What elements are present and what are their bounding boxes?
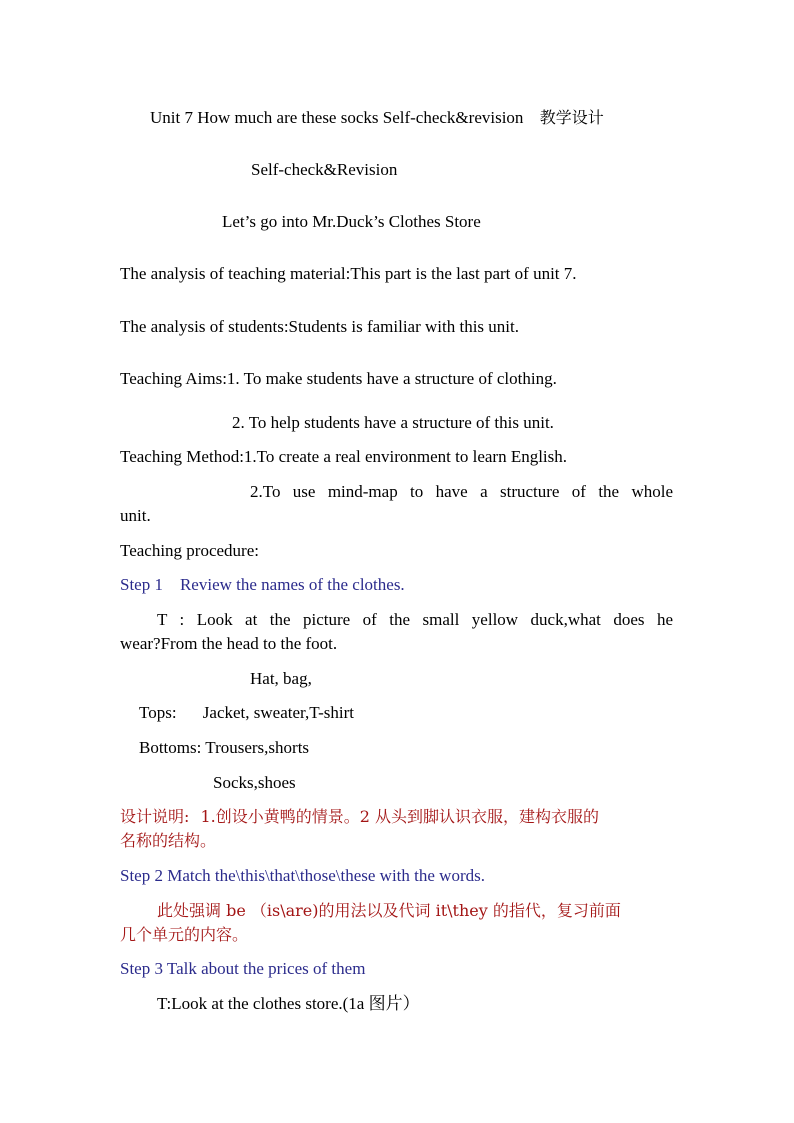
design-note-text: 1.创设小黄鸭的情景。2 从头到脚认识衣服，建构衣服的: [200, 807, 600, 826]
analysis-students: The analysis of students:Students is familiar with this unit.: [120, 317, 519, 336]
design-note-label: 设计说明:: [120, 807, 195, 826]
store-line: Let’s go into Mr.Duck’s Clothes Store: [222, 212, 481, 231]
method-line-2: 2.To use mind-map to have a structure of the whole: [250, 482, 673, 501]
step1-design-note-line-1: [120, 806, 599, 828]
analysis-material: The analysis of teaching material:This part is the last part of unit 7.: [120, 264, 577, 283]
tops-label: Tops:: [139, 703, 177, 722]
step1-teacher-line-2: wear?From the head to the foot.: [120, 634, 338, 653]
step2-note-line-1: 此处强调 be （is\are)的用法以及代词 it\they 的指代，复习前面: [157, 901, 621, 920]
step3-teacher-line: T:Look at the clothes store.(1a 图片）: [157, 994, 420, 1013]
step1-teacher-line-1: T : Look at the picture of the small yellow duck,what does he: [157, 610, 673, 629]
aims-line-1: Teaching Aims:1. To make students have a structure of clothing.: [120, 369, 557, 388]
document-title: [150, 107, 604, 129]
step3-heading: Step 3 Talk about the prices of them: [120, 959, 366, 978]
procedure-label: Teaching procedure:: [120, 541, 259, 560]
clothes-tops: [139, 702, 354, 724]
tops-items: Jacket, sweater,T-shirt: [202, 703, 354, 722]
clothes-hat-bag: Hat, bag,: [250, 669, 312, 688]
clothes-bottoms: Bottoms: Trousers,shorts: [139, 738, 310, 757]
title-chinese: 教学设计: [539, 108, 604, 127]
step2-note-line-2: 几个单元的内容。: [120, 925, 249, 944]
step2-heading: Step 2 Match the\this\that\those\these with the words.: [120, 866, 485, 885]
step1-heading: Step 1 Review the names of the clothes.: [120, 575, 405, 594]
step1-design-note-line-2: 名称的结构。: [120, 831, 217, 850]
method-line-2-cont: unit.: [120, 506, 151, 525]
aims-line-2: 2. To help students have a structure of this unit.: [232, 413, 554, 432]
method-line-1: Teaching Method:1.To create a real environment to learn English.: [120, 447, 568, 466]
clothes-shoes: Socks,shoes: [213, 773, 296, 792]
subtitle: Self-check&Revision: [251, 160, 398, 179]
title-english: Unit 7 How much are these socks Self-check&revision: [150, 108, 524, 127]
